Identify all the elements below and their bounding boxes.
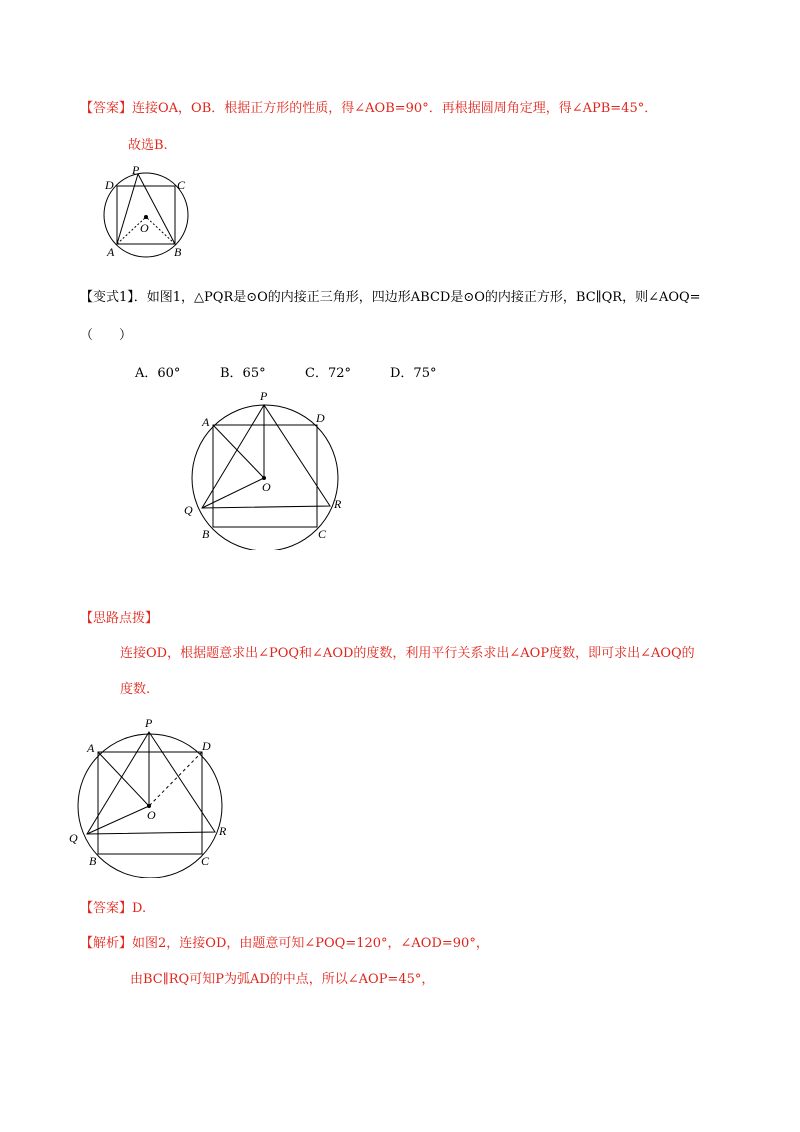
fig2-label-P: P (260, 389, 268, 403)
analysis-tag: 【解析】 (80, 936, 133, 951)
figure-1-circle-square (96, 160, 206, 270)
option-a: A．60° (135, 366, 181, 381)
fig2-label-Q: Q (184, 503, 193, 517)
fig1-label-O: O (140, 221, 149, 235)
hint-line1: 连接OD，根据题意求出∠POQ和∠AOD的度数，利用平行关系求出∠AOP度数，即可求出∠AOQ的 (120, 646, 695, 661)
answer1-text: 连接OA，OB．根据正方形的性质，得∠AOB=90°．再根据圆周角定理，得∠APB=45°． (132, 101, 658, 116)
fig3-label-R: R (219, 824, 227, 838)
answer2-tag: 【答案】 (80, 901, 133, 916)
hint-tag: 【思路点拨】 (80, 611, 159, 626)
fig1-label-P: P (132, 163, 140, 177)
fig3-label-O: O (147, 808, 156, 822)
analysis-line2: 由BC∥RQ可知P为弧AD的中点，所以∠AOP=45°， (130, 972, 435, 987)
answer2-text: D. (132, 901, 147, 916)
fig3-label-Q: Q (69, 831, 78, 845)
fig2-label-R: R (334, 497, 342, 511)
option-d: D．75° (390, 366, 437, 381)
variant-paren: （ ） (80, 328, 133, 343)
figure-3-triangle-square-dashed (65, 708, 245, 878)
fig1-label-B: B (174, 245, 182, 259)
variant-text: ．如图1，△PQR是⊙O的内接正三角形，四边形ABCD是⊙O的内接正方形，BC∥QR，则∠AOQ= (133, 290, 701, 305)
fig1-label-D: D (105, 178, 114, 192)
fig3-label-P: P (145, 716, 153, 730)
fig3-label-B: B (89, 854, 97, 868)
answer1-choice: 故选B. (128, 138, 168, 153)
fig2-label-C: C (318, 527, 327, 541)
fig2-label-D: D (316, 411, 325, 425)
fig1-label-C: C (177, 178, 186, 192)
fig1-label-A: A (107, 245, 115, 259)
option-c: C．72° (305, 366, 351, 381)
option-b: B．65° (220, 366, 266, 381)
answer1-line (80, 100, 657, 118)
figure-2-triangle-square (180, 380, 360, 550)
analysis-line1 (80, 935, 489, 953)
fig3-label-C: C (201, 854, 210, 868)
fig2-label-B: B (202, 527, 210, 541)
fig3-label-D: D (202, 739, 211, 753)
answer2-line (80, 900, 146, 918)
variant-line (80, 289, 701, 307)
fig2-label-A: A (202, 415, 210, 429)
fig2-label-O: O (262, 480, 271, 494)
hint-line2: 度数. (120, 682, 151, 697)
variant-tag: 【变式1】 (80, 290, 134, 305)
analysis-text1: 如图2，连接OD，由题意可知∠POQ=120°，∠AOD=90°， (132, 936, 489, 951)
answer1-tag: 【答案】 (80, 101, 133, 116)
fig3-label-A: A (87, 741, 95, 755)
